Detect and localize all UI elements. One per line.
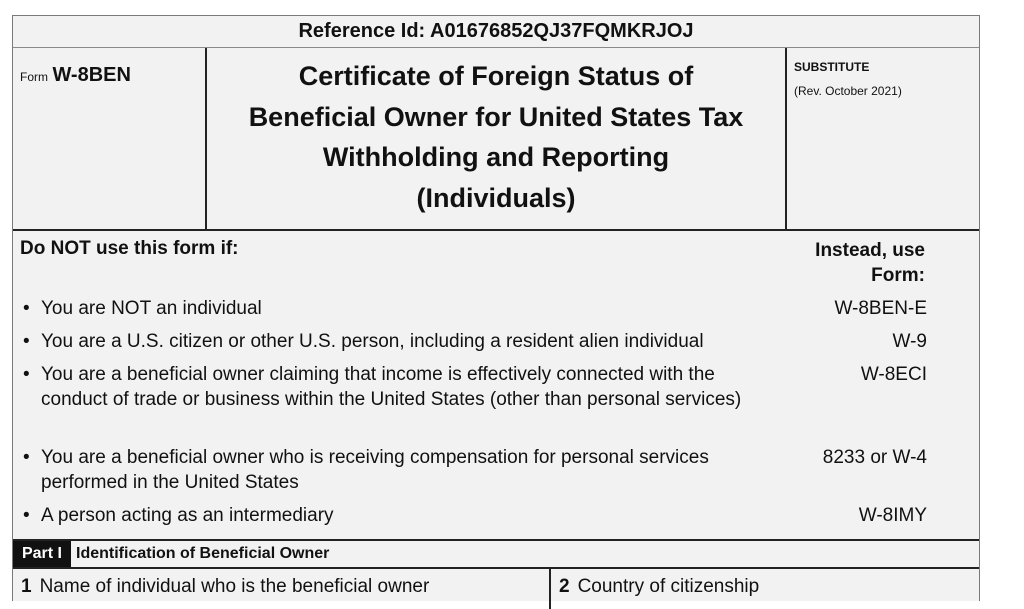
reference-label: Reference Id: <box>298 20 426 42</box>
bullet-icon: • <box>23 331 30 352</box>
item-text: You are NOT an individual <box>41 298 262 319</box>
item-text: A person acting as an intermediary <box>41 505 334 526</box>
part-title: Identification of Beneficial Owner <box>76 545 330 562</box>
revision-date: (Rev. October 2021) <box>794 84 902 98</box>
form-title-line: (Individuals) <box>416 182 576 213</box>
form-title-line: Beneficial Owner for United States Tax <box>248 101 744 132</box>
bullet-icon: • <box>23 447 30 468</box>
field-divider <box>549 569 551 609</box>
line-number: 2 <box>559 576 570 597</box>
do-not-use-title: Do NOT use this form if: <box>20 238 239 259</box>
line-1-name-field[interactable] <box>21 569 429 609</box>
line-label: Name of individual who is the beneficial owner <box>39 576 430 597</box>
bullet-icon: • <box>23 364 30 385</box>
part-1-lines <box>13 569 979 609</box>
item-text: You are a beneficial owner who is receiving compensation for personal services performed in the United States <box>41 447 709 493</box>
line-label: Country of citizenship <box>577 576 760 597</box>
form-revision-box <box>787 48 979 229</box>
substitute-label: SUBSTITUTE <box>794 60 870 74</box>
form-identifier <box>13 48 207 229</box>
line-2-citizenship-field[interactable] <box>559 569 759 609</box>
bullet-icon: • <box>23 505 30 526</box>
form-title-line: Withholding and Reporting <box>322 142 670 172</box>
instead-use-label: Instead, use Form: <box>815 240 925 286</box>
part-label: Part I <box>13 541 71 567</box>
part-1-header <box>13 539 979 569</box>
form-header <box>13 48 979 231</box>
item-form: W-8BEN-E <box>834 298 927 319</box>
form-name: W-8BEN <box>52 64 131 86</box>
form-title-line: Certificate of Foreign Status of <box>298 61 694 91</box>
form-prefix: Form <box>20 70 48 84</box>
bullet-icon: • <box>23 298 30 319</box>
item-form: W-8IMY <box>858 505 927 526</box>
w8ben-form <box>12 15 980 601</box>
line-number: 1 <box>21 576 32 597</box>
item-text: You are a U.S. citizen or other U.S. person, including a resident alien individual <box>41 331 704 352</box>
item-form: W-8ECI <box>860 364 927 385</box>
item-form: W-9 <box>892 331 927 352</box>
reference-id <box>13 16 979 48</box>
item-text: You are a beneficial owner claiming that income is effectively connected with the conduct of trade or business within the United States (other than personal services) <box>41 364 742 410</box>
item-form: 8233 or W-4 <box>822 447 927 468</box>
do-not-use-section <box>13 231 979 539</box>
reference-value: A01676852QJ37FQMKRJOJ <box>430 20 694 42</box>
form-title <box>207 48 787 229</box>
